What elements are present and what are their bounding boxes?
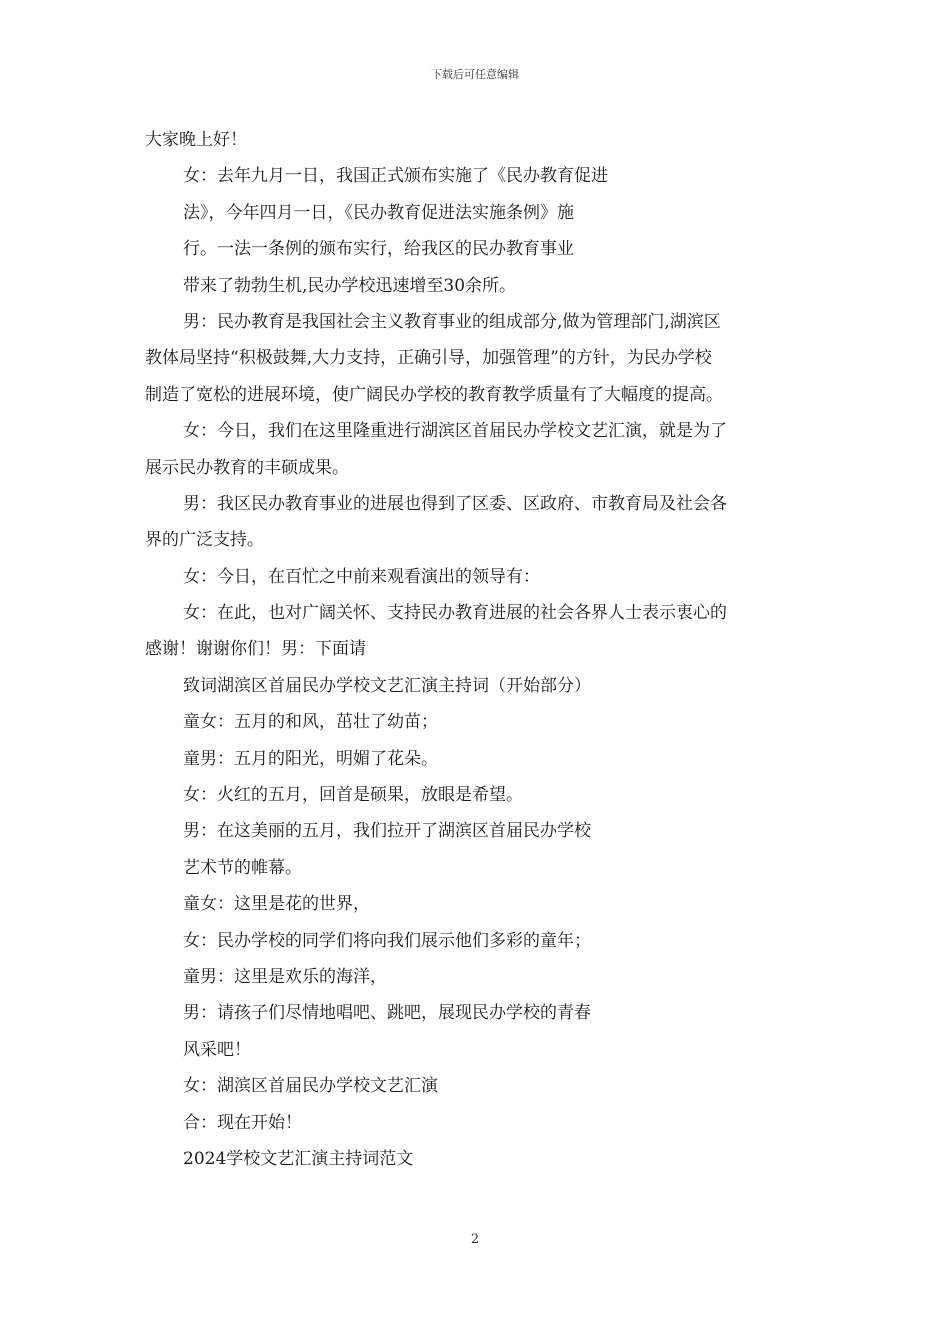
text-line: 童女：这里是花的世界，: [183, 894, 370, 915]
text-line: 男：请孩子们尽情地唱吧、跳吧，展现民办学校的青春: [183, 1003, 591, 1024]
text-line: 女：民办学校的同学们将向我们展示他们多彩的童年；: [183, 930, 591, 951]
text-line: 女：今日，我们在这里隆重进行湖滨区首届民办学校文艺汇演，就是为了: [183, 421, 727, 442]
page-number: 2: [470, 1232, 480, 1247]
text-line: 风采吧！: [183, 1039, 251, 1060]
text-line: 带来了勃勃生机,民办学校迅速增至30余所。: [183, 275, 517, 296]
document-body: [145, 122, 817, 1177]
text-line: 大家晚上好！: [145, 130, 247, 150]
text-line: 童男：五月的阳光，明媚了花朵。: [183, 748, 438, 769]
text-line: 致词湖滨区首届民办学校文艺汇演主持词（开始部分）: [183, 675, 591, 696]
text-line: 女：今日，在百忙之中前来观看演出的领导有：: [183, 566, 540, 587]
text-line: 女：火红的五月，回首是硕果，放眼是希望。: [183, 785, 523, 806]
text-line: 教体局坚持“积极鼓舞,大力支持，正确引导，加强管理”的方针，为民办学校: [145, 348, 712, 369]
page-header: 下载后可任意编辑: [431, 68, 519, 81]
text-line: 童女：五月的和风，茁壮了幼苗；: [183, 712, 438, 733]
text-line: 2024学校文艺汇演主持词范文: [183, 1148, 414, 1169]
text-line: 合：现在开始！: [183, 1112, 302, 1133]
text-line: 童男：这里是欢乐的海洋，: [183, 966, 387, 987]
text-line: 艺术节的帷幕。: [183, 857, 302, 878]
text-line: 感谢！谢谢你们！男：下面请: [145, 639, 366, 660]
text-line: 制造了宽松的进展环境，使广阔民办学校的教育教学质量有了大幅度的提高。: [145, 384, 723, 405]
text-line: 展示民办教育的丰硕成果。: [145, 457, 349, 478]
text-line: 法》，今年四月一日，《民办教育促进法实施条例》施: [183, 202, 574, 223]
text-line: 男：我区民办教育事业的进展也得到了区委、区政府、市教育局及社会各: [183, 493, 727, 514]
text-line: 女：湖滨区首届民办学校文艺汇演: [183, 1076, 438, 1097]
text-line: 界的广泛支持。: [145, 530, 264, 551]
text-line: 女：去年九月一日，我国正式颁布实施了《民办教育促进: [183, 166, 608, 187]
text-line: 男：民办教育是我国社会主义教育事业的组成部分,做为管理部门,湖滨区: [183, 311, 721, 332]
text-line: 行。一法一条例的颁布实行，给我区的民办教育事业: [183, 239, 574, 260]
text-line: 女：在此，也对广阔关怀、支持民办教育进展的社会各界人士表示衷心的: [183, 603, 727, 624]
text-line: 男：在这美丽的五月，我们拉开了湖滨区首届民办学校: [183, 821, 591, 842]
